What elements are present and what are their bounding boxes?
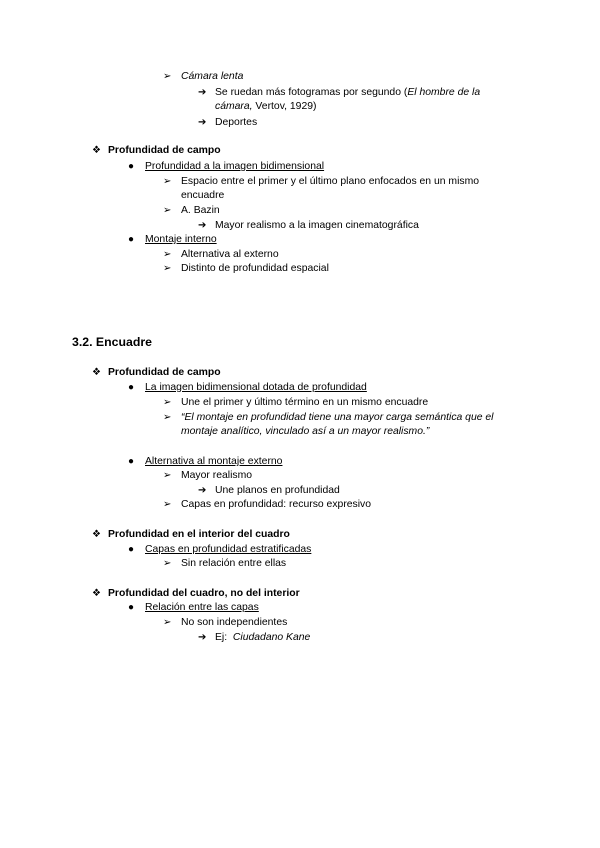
arrowhead-icon: ➢ bbox=[163, 176, 172, 187]
heading-text: Profundidad de campo bbox=[108, 367, 221, 378]
stratified-label: Capas en profundidad estratificadas bbox=[145, 544, 312, 555]
bullet-icon: ● bbox=[128, 544, 135, 555]
no-relation-text: Sin relación entre ellas bbox=[181, 558, 287, 569]
distinct-text: Distinto de profundidad espacial bbox=[181, 263, 329, 274]
arrowhead-icon: ➢ bbox=[163, 617, 172, 628]
arrowhead-icon: ➢ bbox=[163, 499, 172, 510]
arrow-icon: ➔ bbox=[198, 220, 207, 231]
internal-montage-label: Montaje interno bbox=[145, 234, 217, 245]
quote-line1: “El montaje en profundidad tiene una mayor carga semántica que el bbox=[181, 412, 494, 423]
diamond-icon: ❖ bbox=[92, 529, 101, 540]
arrow-icon: ➔ bbox=[198, 117, 207, 128]
space-text-line1: Espacio entre el primer y el último plano enfocados en un mismo bbox=[181, 176, 480, 187]
bidimensional-label: La imagen bidimensional dotada de profundidad bbox=[145, 382, 367, 393]
film-credit: cámara, Vertov, 1929) bbox=[215, 101, 317, 112]
space-text-line2: encuadre bbox=[181, 190, 225, 201]
alternative-text: Alternativa al externo bbox=[181, 249, 279, 260]
bullet-icon: ● bbox=[128, 602, 135, 613]
arrowhead-icon: ➢ bbox=[163, 71, 172, 82]
diamond-icon: ❖ bbox=[92, 588, 101, 599]
quote-line2: montaje analítico, vinculado así a un mayor realismo.” bbox=[181, 426, 430, 437]
bullet-icon: ● bbox=[128, 234, 135, 245]
diamond-icon: ❖ bbox=[92, 367, 101, 378]
joins-shots-text: Une planos en profundidad bbox=[215, 485, 340, 496]
image-depth-label: Profundidad a la imagen bidimensional bbox=[145, 161, 325, 172]
relation-label: Relación entre las capas bbox=[145, 602, 259, 613]
bullet-icon: ● bbox=[128, 382, 135, 393]
arrowhead-icon: ➢ bbox=[163, 412, 172, 423]
more-realism-text: Mayor realismo bbox=[181, 470, 253, 481]
arrowhead-icon: ➢ bbox=[163, 249, 172, 260]
alt-montage-label: Alternativa al montaje externo bbox=[145, 456, 283, 467]
slow-motion-label: Cámara lenta bbox=[181, 71, 244, 82]
heading-text: Profundidad del cuadro, no del interior bbox=[108, 588, 300, 599]
arrow-icon: ➔ bbox=[198, 632, 207, 643]
arrow-icon: ➔ bbox=[198, 87, 207, 98]
heading-text: Profundidad en el interior del cuadro bbox=[108, 529, 290, 540]
arrowhead-icon: ➢ bbox=[163, 470, 172, 481]
arrowhead-icon: ➢ bbox=[163, 263, 172, 274]
layers-text: Capas en profundidad: recurso expresivo bbox=[181, 499, 372, 510]
arrowhead-icon: ➢ bbox=[163, 397, 172, 408]
section-title-text: 3.2. Encuadre bbox=[72, 335, 152, 349]
realism-text: Mayor realismo a la imagen cinematográfica bbox=[215, 220, 419, 231]
diamond-icon: ❖ bbox=[92, 145, 101, 156]
heading-text: Profundidad de campo bbox=[108, 145, 221, 156]
not-independent-text: No son independientes bbox=[181, 617, 288, 628]
bazin-text: A. Bazin bbox=[181, 205, 220, 216]
frames-text: Se ruedan más fotogramas por segundo (El hombre de la bbox=[215, 87, 481, 98]
sports-text: Deportes bbox=[215, 117, 258, 128]
bullet-icon: ● bbox=[128, 456, 135, 467]
joins-text: Une el primer y último término en un mismo encuadre bbox=[181, 397, 429, 408]
arrowhead-icon: ➢ bbox=[163, 205, 172, 216]
arrowhead-icon: ➢ bbox=[163, 558, 172, 569]
example-text: Ej: Ciudadano Kane bbox=[215, 632, 311, 643]
arrow-icon: ➔ bbox=[198, 485, 207, 496]
bullet-icon: ● bbox=[128, 161, 135, 172]
